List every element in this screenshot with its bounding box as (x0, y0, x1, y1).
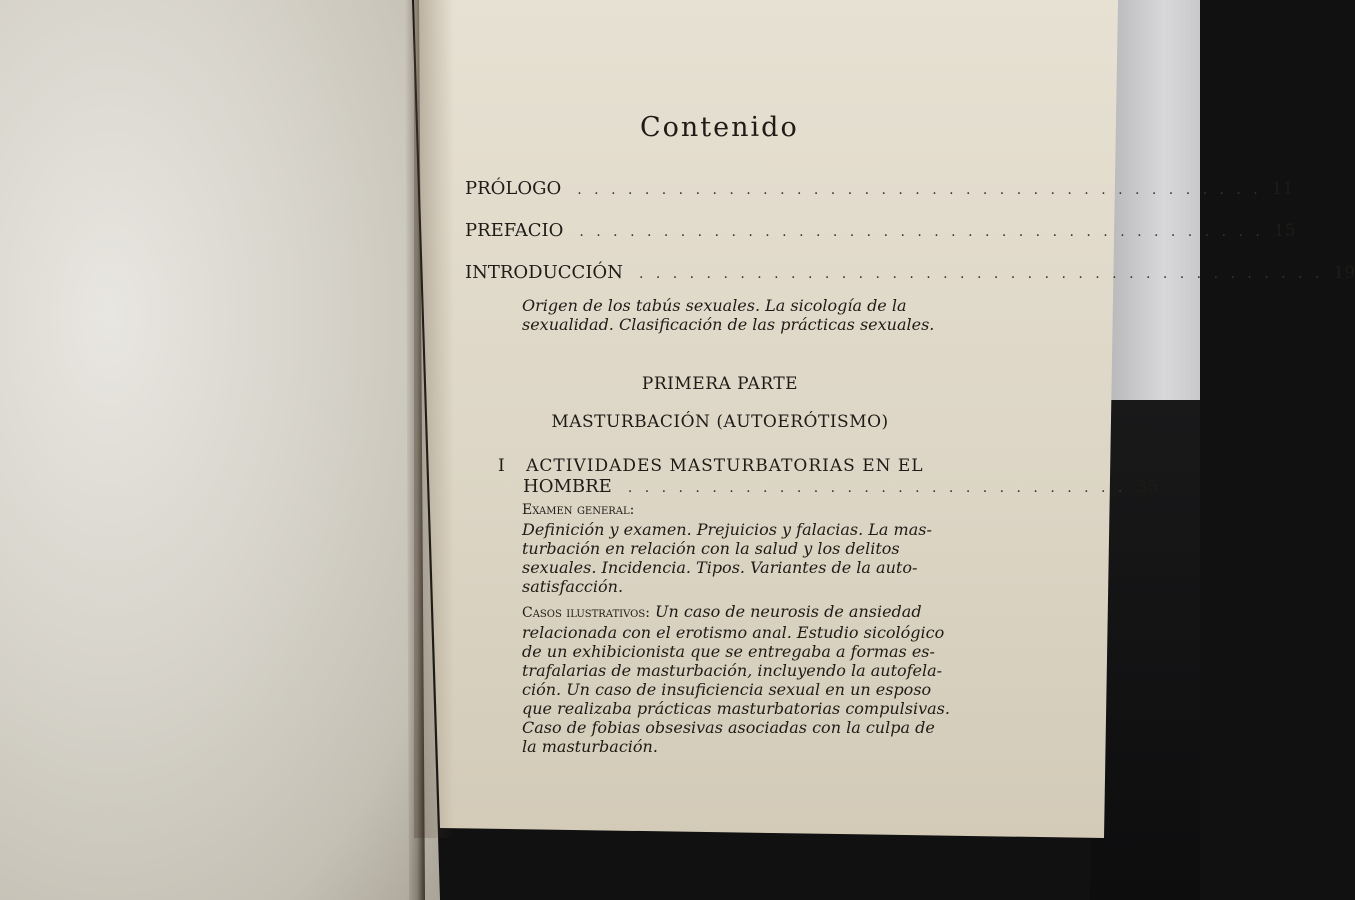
chapter-page: 35 (1136, 477, 1159, 497)
chapter-title-line1: ACTIVIDADES MASTURBATORIAS EN EL (526, 456, 924, 476)
desc-line: Origen de los tabús sexuales. La sicología de la (522, 296, 907, 315)
toc-entry-prologo (465, 178, 1294, 204)
desc-line: Caso de fobias obsesivas asociadas con la culpa de (522, 718, 935, 737)
toc-entry-page: 19 (1333, 263, 1355, 283)
casos-first-line-text: Un caso de neurosis de ansiedad (655, 602, 922, 621)
desc-line: turbación en relación con la salud y los delitos (522, 539, 900, 558)
leader-dots: . . . . . . . . . . . . . . . . . . . . . . . . . . . . . . (627, 480, 1127, 496)
desc-line: trafalarias de masturbación, incluyendo la autofela- (522, 661, 943, 680)
desc-line: de un exhibicionista que se entregaba a formas es- (522, 642, 935, 661)
casos-description (522, 602, 992, 756)
part-heading: PRIMERA PARTE (641, 374, 799, 394)
examen-description (522, 520, 982, 596)
toc-entry-prefacio (465, 220, 1296, 246)
desc-line: ción. Un caso de insuficiencia sexual en un esposo (522, 680, 932, 699)
leader-dots: . . . . . . . . . . . . . . . . . . . . . . . . . . . . . . . . . . . . . . . . . (579, 224, 1264, 240)
chapter-title-line2: HOMBRE (523, 476, 612, 497)
toc-entry-label: PREFACIO (465, 220, 564, 241)
desc-line: que realizaba prácticas masturbatorias compulsivas. (522, 699, 950, 718)
toc-entry-label: PRÓLOGO (465, 178, 562, 199)
page-title: Contenido (640, 112, 799, 143)
desc-line: relacionada con el erotismo anal. Estudio sicológico (522, 623, 945, 642)
toc-entry-label: INTRODUCCIÓN (465, 262, 623, 283)
casos-heading: Casos ilustrativos: (522, 605, 650, 621)
toc-entry-page: 11 (1271, 179, 1294, 199)
intro-description (522, 296, 982, 334)
desc-line: Definición y examen. Prejuicios y falacias. La mas- (522, 520, 932, 539)
desc-line: satisfacción. (522, 577, 624, 596)
left-blank-page (0, 0, 440, 900)
leader-dots: . . . . . . . . . . . . . . . . . . . . . . . . . . . . . . . . . . . . . . . . . (577, 182, 1262, 198)
toc-entry-introduccion (465, 262, 1355, 288)
chapter-title (498, 456, 998, 476)
examen-heading: Examen general: (522, 502, 635, 518)
leader-dots: . . . . . . . . . . . . . . . . . . . . . . . . . . . . . . . . . . . . . . . . . (638, 266, 1324, 282)
desc-line: sexuales. Incidencia. Tipos. Variantes de la auto- (522, 558, 918, 577)
desc-line: la masturbación. (522, 737, 658, 756)
desc-line: sexualidad. Clasificación de las prácticas sexuales. (522, 315, 935, 334)
background-wall (1110, 0, 1200, 400)
casos-first-line (522, 602, 992, 623)
toc-entry-page: 15 (1273, 221, 1296, 241)
chapter-title-row2 (523, 476, 1159, 502)
part-subtitle: MASTURBACIÓN (AUTOERÓTISMO) (551, 412, 889, 432)
chapter-number: I (498, 456, 506, 476)
